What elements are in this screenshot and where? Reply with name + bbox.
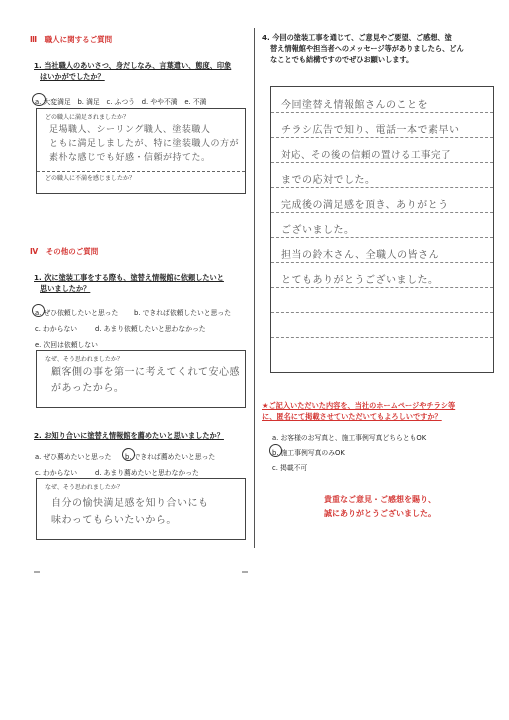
q2-option-a[interactable]: a. ぜひ依頼したいと思った: [35, 309, 119, 317]
q4-text-line-3: なことでも結構ですのでぜひお願いします。: [270, 55, 414, 64]
handwriting-line: ともに満足しましたが、特に塗装職人の方が: [49, 139, 240, 149]
handwriting-line: 完成後の満足感を頂き、ありがとう: [281, 200, 449, 211]
q3-text-line: 2. お知り合いに塗替え情報館を薦めたいと思いましたか？: [34, 431, 224, 440]
q1-handwriting: [49, 123, 239, 165]
scan-mark: [242, 571, 248, 573]
q2-option-c[interactable]: c. わからない: [35, 325, 78, 333]
column-divider: [254, 28, 255, 548]
handwriting-line: 自分の愉快満足感を知り合いにも: [51, 498, 209, 509]
q1-text: [34, 60, 249, 82]
q5-option-b[interactable]: b. 施工事例写真のみOK: [272, 449, 345, 457]
q5-option-a[interactable]: a. お客様のお写真と、施工事例写真どちらともOK: [272, 434, 427, 442]
q4-text-line-2: 替え情報館や担当者へのメッセージ等がありましたら、どん: [270, 44, 464, 53]
q2-text-line-2: 思いましたか？: [40, 284, 91, 293]
handwriting-line: 担当の鈴木さん、全職人の皆さん: [281, 250, 440, 261]
q2-text-line-1: 1. 次に塗装工事をする際も、塗替え情報館に依頼したいと: [34, 273, 224, 282]
handwriting-line: とてもありがとうございました。: [281, 275, 439, 286]
q1-box-divider: [37, 171, 245, 172]
handwriting-line: があったから。: [51, 383, 125, 394]
thanks-line-2: 誠にありがとうございました。: [324, 509, 436, 518]
handwriting-line: 対応、その後の信頼の置ける工事完了: [281, 150, 452, 161]
q3-text: [34, 430, 224, 441]
q4-text: [262, 32, 494, 65]
thanks-message: [262, 493, 498, 521]
q1-box-label-2: どの職人に不満を感じましたか？: [45, 175, 136, 182]
q2-box-label: なぜ、そう思われましたか？: [45, 356, 123, 363]
handwriting-line: 今回塗替え情報館さんのことを: [281, 100, 428, 111]
q2-option-b[interactable]: b. できれば依頼したいと思った: [134, 309, 231, 317]
handwriting-line: 味わってもらいたいから。: [51, 515, 177, 526]
q3-handwriting: [51, 495, 209, 529]
q3-option-d[interactable]: d. あまり薦めたいと思わなかった: [95, 469, 199, 477]
q3-answer-box: [36, 478, 246, 540]
q1-options[interactable]: a. 大変満足 b. 満足 c. ふつう d. やや不満 e. 不満: [35, 98, 207, 106]
thanks-line-1: 貴重なご意見・ご感想を賜り、: [324, 495, 436, 504]
q4-handwriting: [281, 93, 460, 293]
q2-option-d[interactable]: d. あまり依頼したいと思わなかった: [95, 325, 206, 333]
ruled-line: [271, 337, 493, 338]
section-3-title: Ⅲ 職人に関するご質問: [30, 35, 113, 44]
q3-option-c[interactable]: c. わからない: [35, 469, 78, 477]
q4-text-line-1: 4. 今回の塗装工事を通じて、ご意見やご要望、ご感想、塗: [262, 33, 452, 42]
q1-text-line-1: 1. 当社職人のあいさつ、身だしなみ、言葉遣い、態度、印象: [34, 61, 232, 70]
q2-answer-box: [36, 350, 246, 408]
q1-box-label-1: どの職人に満足されましたか？: [45, 114, 130, 121]
scan-mark: [34, 571, 40, 573]
q2-handwriting: [51, 365, 240, 397]
handwriting-line: 顧客側の事を第一に考えてくれて安心感: [51, 367, 240, 378]
handwriting-line: ございました。: [281, 225, 355, 236]
handwriting-line: までの応対でした。: [281, 175, 376, 186]
section-4-title: Ⅳ その他のご質問: [30, 247, 99, 256]
q3-option-b[interactable]: b. できれば薦めたいと思った: [125, 453, 216, 461]
q1-answer-box: [36, 108, 246, 194]
q4-answer-box: [270, 86, 494, 373]
q5-text: [262, 400, 498, 422]
handwriting-line: 足場職人、シーリング職人、塗装職人: [49, 125, 211, 135]
q5-option-c[interactable]: c. 掲載不可: [272, 464, 308, 472]
q5-text-line-2: に、匿名にて掲載させていただいてもよろしいですか？: [262, 412, 442, 421]
q3-box-label: なぜ、そう思われましたか？: [45, 484, 123, 491]
q1-text-line-2: はいかがでしたか？: [40, 72, 105, 81]
q2-option-e[interactable]: e. 次回は依頼しない: [35, 341, 98, 349]
q5-text-line-1: ★ご記入いただいた内容を、当社のホームページやチラシ等: [262, 401, 456, 410]
handwriting-line: チラシ広告で知り、電話一本で素早い: [281, 125, 460, 136]
q2-text: [34, 272, 249, 294]
q3-option-a[interactable]: a. ぜひ薦めたいと思った: [35, 453, 112, 461]
handwriting-line: 素朴な感じでも好感・信頼が持てた。: [49, 153, 211, 163]
ruled-line: [271, 312, 493, 313]
